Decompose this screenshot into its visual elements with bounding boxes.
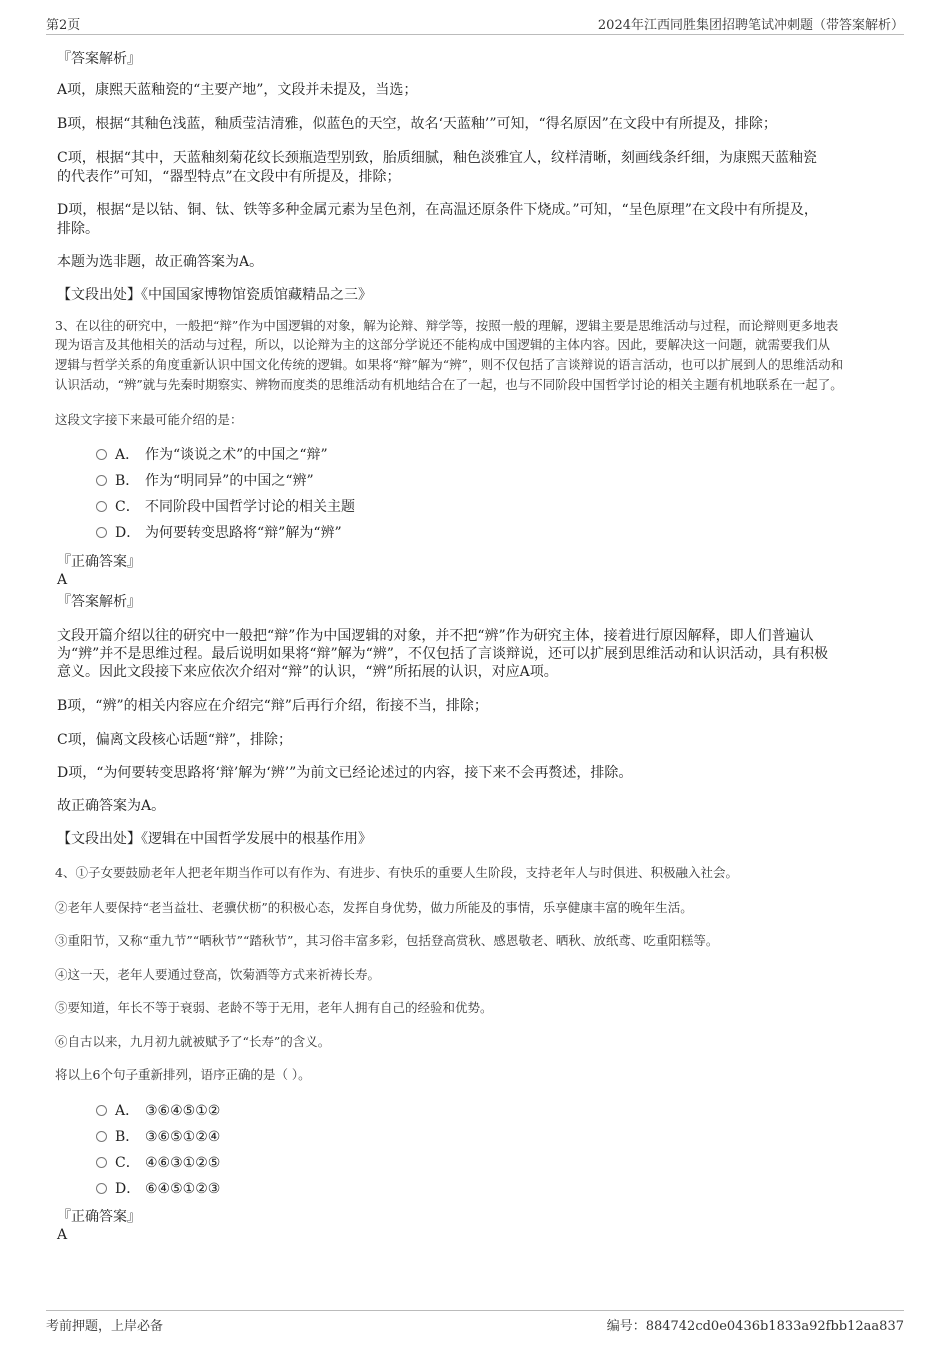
page-header — [46, 12, 904, 35]
q4-option-b[interactable]: B． ③⑥⑤①②④ — [96, 1127, 220, 1147]
q4-question: 将以上6个句子重新排列，语序正确的是（ ）。 — [55, 1067, 311, 1082]
q3-stem-line1: 3、在以往的研究中，一般把“辩”作为中国逻辑的对象，解为论辩、辩学等，按照一般的理解，逻辑主要是思维活动与过程，而论辩则更多地表 — [55, 318, 839, 333]
q2-analysis-d-line1: D项，根据“是以钴、铜、钛、铁等多种金属元素为呈色剂，在高温还原条件下烧成。”可知，“呈色原理”在文段中有所提及， — [57, 202, 818, 218]
q3-answer: A — [57, 572, 68, 588]
q3-source: 【文段出处】《逻辑在中国哲学发展中的根基作用》 — [57, 831, 372, 847]
radio-icon[interactable] — [96, 1105, 107, 1116]
radio-icon[interactable] — [96, 501, 107, 512]
document-title: 2024年江西同胜集团招聘笔试冲刺题（带答案解析） — [597, 18, 904, 33]
page-footer — [46, 1310, 904, 1337]
radio-icon[interactable] — [96, 527, 107, 538]
q3-analysis-line2: 为“辨”并不是思维过程。最后说明如果将“辩”解为“辨”，不仅包括了言谈辩说，还可以扩展到思维活动和认识活动，具有积极 — [57, 646, 828, 662]
q4-sentence-5: ⑤要知道，年长不等于衰弱、老龄不等于无用，老年人拥有自己的经验和优势。 — [55, 1000, 493, 1015]
radio-icon[interactable] — [96, 1131, 107, 1142]
q4-answer-label: 『正确答案』 — [57, 1209, 141, 1225]
q3-conclusion: 故正确答案为A。 — [57, 798, 166, 814]
q3-analysis-c: C项，偏离文段核心话题“辩”，排除； — [57, 732, 293, 748]
q2-analysis-c-line2: 的代表作”可知，“器型特点”在文段中有所提及，排除； — [57, 169, 401, 185]
q3-option-b[interactable]: B． 作为“明同异”的中国之“辨” — [96, 471, 314, 491]
q3-question: 这段文字接下来最可能介绍的是： — [55, 412, 243, 427]
q2-analysis-c-line1: C项，根据“其中，天蓝釉刻菊花纹长颈瓶造型别致，胎质细腻，釉色淡雅宜人，纹样清晰，刻画线条纤细，为康熙天蓝釉瓷 — [57, 150, 817, 166]
q2-analysis-label: 『答案解析』 — [57, 51, 141, 67]
footer-slogan: 考前押题，上岸必备 — [46, 1319, 164, 1334]
q3-analysis-line3: 意义。因此文段接下来应依次介绍对“辩”的认识，“辨”所拓展的认识，对应A项。 — [57, 664, 558, 680]
q4-option-d[interactable]: D． ⑥④⑤①②③ — [96, 1179, 220, 1199]
q4-option-a[interactable]: A． ③⑥④⑤①② — [96, 1101, 220, 1121]
q4-sentence-4: ④这一天，老年人要通过登高，饮菊酒等方式来祈祷长寿。 — [55, 967, 381, 982]
q4-option-c[interactable]: C． ④⑥③①②⑤ — [96, 1153, 220, 1173]
radio-icon[interactable] — [96, 1183, 107, 1194]
q3-option-c[interactable]: C． 不同阶段中国哲学讨论的相关主题 — [96, 497, 355, 517]
q2-analysis-b: B项，根据“其釉色浅蓝，釉质莹洁清雅，似蓝色的天空，故名‘天蓝釉’”可知，“得名原因”在文段中有所提及，排除； — [57, 116, 777, 132]
q2-source: 【文段出处】《中国国家博物馆瓷质馆藏精品之三》 — [57, 287, 372, 303]
q3-analysis-d: D项，“为何要转变思路将‘辩’解为‘辨’”为前文已经论述过的内容，接下来不会再赘述，排除。 — [57, 765, 633, 781]
q3-stem-line2: 现为语言及其他相关的活动与过程，所以，以论辩为主的这部分学说还不能构成中国逻辑的主体内容。因此，要解决这一问题，就需要我们从 — [55, 337, 831, 352]
document-id: 编号：884742cd0e0436b1833a92fbb12aa837 — [606, 1319, 904, 1334]
q2-analysis-d-line2: 排除。 — [57, 221, 99, 237]
q3-stem-line3: 逻辑与哲学关系的角度重新认识中国文化传统的逻辑。如果将“辩”解为“辨”，则不仅包括了言谈辩说的语言活动，也可以扩展到人的思维活动和 — [55, 357, 844, 372]
q4-sentence-3: ③重阳节，又称“重九节”“晒秋节”“踏秋节”，其习俗丰富多彩，包括登高赏秋、感恩敬老、晒秋、放纸鸢、吃重阳糕等。 — [55, 933, 719, 948]
q2-conclusion: 本题为选非题，故正确答案为A。 — [57, 254, 264, 270]
q3-answer-label: 『正确答案』 — [57, 554, 141, 570]
q4-sentence-1: 4、①子女要鼓励老年人把老年期当作可以有作为、有进步、有快乐的重要人生阶段，支持老年人与时俱进、积极融入社会。 — [55, 865, 738, 880]
q3-analysis-label: 『答案解析』 — [57, 594, 141, 610]
radio-icon[interactable] — [96, 449, 107, 460]
radio-icon[interactable] — [96, 1157, 107, 1168]
q3-option-d[interactable]: D． 为何要转变思路将“辩”解为“辨” — [96, 523, 342, 543]
page-number: 第2页 — [46, 18, 81, 33]
q3-option-a[interactable]: A． 作为“谈说之术”的中国之“辩” — [96, 445, 328, 465]
q3-stem-line4: 认识活动，“辨”就与先秦时期察实、辨物而度类的思维活动有机地结合在了一起，也与不同阶段中国哲学讨论的相关主题有机地联系在一起了。 — [55, 377, 843, 392]
radio-icon[interactable] — [96, 475, 107, 486]
q3-analysis-line1: 文段开篇介绍以往的研究中一般把“辩”作为中国逻辑的对象，并不把“辨”作为研究主体，接着进行原因解释，即人们普遍认 — [57, 628, 814, 644]
q4-answer: A — [57, 1227, 68, 1243]
q2-analysis-a: A项，康熙天蓝釉瓷的“主要产地”，文段并未提及，当选； — [57, 82, 418, 98]
q4-sentence-6: ⑥自古以来，九月初九就被赋予了“长寿”的含义。 — [55, 1034, 331, 1049]
q3-analysis-b: B项，“辨”的相关内容应在介绍完“辩”后再行介绍，衔接不当，排除； — [57, 698, 488, 714]
q4-sentence-2: ②老年人要保持“老当益壮、老骥伏枥”的积极心态，发挥自身优势，做力所能及的事情，乐享健康丰富的晚年生活。 — [55, 900, 693, 915]
